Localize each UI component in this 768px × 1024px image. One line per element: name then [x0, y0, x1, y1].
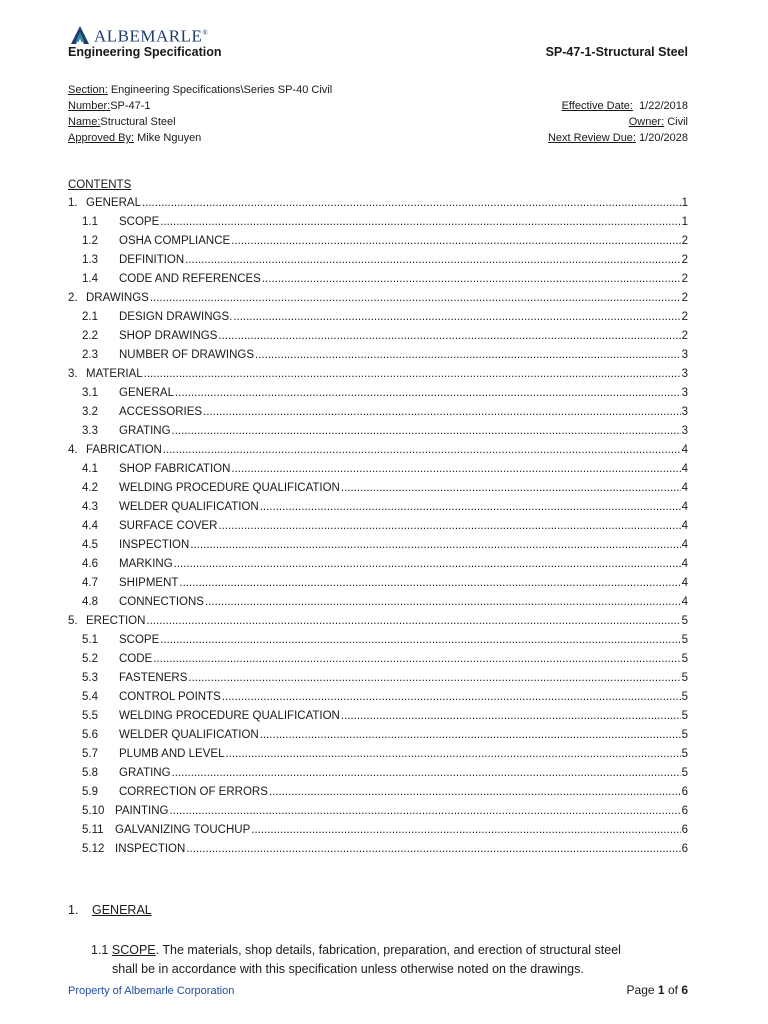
toc-dot-leader	[260, 498, 681, 517]
toc-dot-leader	[341, 707, 681, 726]
section-label: Section:	[68, 84, 108, 96]
toc-entry-label: GALVANIZING TOUCHUP	[115, 824, 251, 836]
logo-wordmark: ALBEMARLE®	[94, 26, 209, 46]
albemarle-logo	[70, 24, 208, 46]
toc-entry-page: 2	[681, 292, 688, 304]
toc-entry-page: 4	[681, 520, 688, 532]
toc-entry[interactable]	[68, 498, 688, 517]
section-number: 1.	[68, 903, 79, 917]
toc-dot-leader	[233, 308, 680, 327]
toc-entry-number: 5.11	[82, 824, 104, 836]
toc-dot-leader	[218, 517, 680, 536]
toc-entry-label: CODE	[119, 653, 153, 665]
toc-entry-number: 5.12	[82, 843, 105, 855]
toc-entry-label: GENERAL	[119, 387, 174, 399]
toc-entry-number: 2.1	[82, 311, 98, 323]
toc-entry-label: CORRECTION OF ERRORS	[119, 786, 268, 798]
toc-dot-leader	[150, 289, 681, 308]
toc-dot-leader	[231, 460, 680, 479]
toc-dot-leader	[179, 574, 680, 593]
toc-entry-number: 3.2	[82, 406, 98, 418]
toc-entry-page: 4	[681, 501, 688, 513]
toc-dot-leader	[269, 783, 681, 802]
toc-entry-label: MARKING	[119, 558, 173, 570]
toc-dot-leader	[186, 840, 680, 859]
meta-row-name	[68, 114, 688, 130]
toc-entry-number: 5.7	[82, 748, 98, 760]
toc-entry-page: 5	[681, 710, 688, 722]
toc-dot-leader	[153, 650, 680, 669]
toc-entry[interactable]	[68, 783, 688, 802]
toc-entry-number: 2.	[68, 292, 78, 304]
section-value: Engineering Specifications\Series SP-40 Civil	[110, 84, 333, 96]
toc-entry[interactable]	[68, 384, 688, 403]
name-value: Structural Steel	[100, 116, 176, 128]
toc-entry-page: 6	[681, 805, 688, 817]
toc-dot-leader	[160, 213, 680, 232]
toc-entry-number: 4.8	[82, 596, 98, 608]
number-label: Number:	[68, 100, 111, 112]
toc-entry-page: 5	[681, 672, 688, 684]
header-title: Engineering Specification	[68, 45, 222, 59]
toc-dot-leader	[174, 555, 681, 574]
contents-title: CONTENTS	[68, 179, 132, 191]
toc-entry-label: PLUMB AND LEVEL	[119, 748, 225, 760]
toc-entry-label: OSHA COMPLIANCE	[119, 235, 231, 247]
toc-dot-leader	[203, 403, 681, 422]
toc-entry-number: 4.	[68, 444, 78, 456]
toc-entry-label: NUMBER OF DRAWINGS	[119, 349, 255, 361]
toc-entry[interactable]	[68, 555, 688, 574]
toc-entry-label: PAINTING	[115, 805, 169, 817]
toc-entry-page: 4	[681, 463, 688, 475]
toc-entry[interactable]	[68, 764, 688, 783]
toc-dot-leader	[251, 821, 680, 840]
para-text-1: . The materials, shop details, fabrication, preparation, and erection of structural steel	[155, 943, 621, 957]
toc-entry[interactable]	[68, 479, 688, 498]
toc-entry[interactable]	[68, 403, 688, 422]
toc-dot-leader	[222, 688, 681, 707]
toc-entry-number: 5.	[68, 615, 78, 627]
para-lead: SCOPE	[111, 943, 156, 957]
toc-entry[interactable]	[68, 460, 688, 479]
toc-entry[interactable]	[68, 745, 688, 764]
toc-entry-label: DESIGN DRAWINGS.	[119, 311, 233, 323]
toc-entry-page: 5	[681, 653, 688, 665]
toc-entry-page: 5	[681, 634, 688, 646]
owner-label: Owner:	[628, 116, 665, 128]
toc-entry-number: 4.4	[82, 520, 98, 532]
number-value: SP-47-1	[110, 100, 151, 112]
toc-entry-label: ACCESSORIES	[119, 406, 203, 418]
toc-entry-number: 4.5	[82, 539, 98, 551]
next-review-label: Next Review Due:	[547, 132, 636, 144]
toc-entry[interactable]	[68, 232, 688, 251]
toc-dot-leader	[190, 536, 680, 555]
toc-entry[interactable]	[68, 517, 688, 536]
toc-entry-page: 4	[681, 539, 688, 551]
toc-entry[interactable]	[68, 289, 688, 308]
toc-entry[interactable]	[68, 251, 688, 270]
meta-row-number	[68, 98, 688, 114]
toc-entry-number: 4.1	[82, 463, 98, 475]
toc-entry-page: 5	[681, 767, 688, 779]
toc-entry-label: CONTROL POINTS	[119, 691, 221, 703]
toc-entry-page: 6	[681, 824, 688, 836]
toc-entry-label: FASTENERS	[119, 672, 188, 684]
header-doc-id: SP-47-1-Structural Steel	[545, 45, 688, 59]
toc-entry[interactable]	[68, 593, 688, 612]
toc-entry-page: 3	[681, 368, 688, 380]
toc-entry[interactable]	[68, 346, 688, 365]
toc-entry[interactable]	[68, 688, 688, 707]
toc-dot-leader	[225, 745, 680, 764]
toc-entry-number: 4.6	[82, 558, 98, 570]
toc-entry[interactable]	[68, 726, 688, 745]
toc-entry-number: 5.9	[82, 786, 98, 798]
toc-entry-page: 5	[681, 691, 688, 703]
footer-page-number: Page 1 of 6	[626, 983, 688, 997]
toc-entry-page: 2	[681, 311, 688, 323]
footer-owner: Property of Albemarle Corporation	[68, 985, 235, 997]
toc-entry-label: GENERAL	[86, 197, 141, 209]
toc-entry-label: SHIPMENT	[119, 577, 179, 589]
toc-dot-leader	[231, 232, 680, 251]
toc-entry-label: SHOP FABRICATION	[119, 463, 231, 475]
effective-date-value: 1/22/2018	[639, 100, 688, 112]
toc-entry-page: 5	[681, 615, 688, 627]
toc-list	[68, 194, 688, 859]
toc-entry[interactable]	[68, 574, 688, 593]
meta-row-approved	[68, 130, 688, 146]
toc-dot-leader	[188, 669, 680, 688]
toc-entry[interactable]	[68, 840, 688, 859]
toc-entry-number: 2.3	[82, 349, 98, 361]
toc-dot-leader	[205, 593, 681, 612]
toc-entry-page: 6	[681, 786, 688, 798]
toc-entry-label: GRATING	[119, 767, 171, 779]
toc-entry[interactable]	[68, 536, 688, 555]
toc-dot-leader	[218, 327, 680, 346]
effective-date-label: Effective Date:	[561, 100, 633, 112]
toc-dot-leader	[172, 422, 681, 441]
toc-dot-leader	[175, 384, 681, 403]
toc-entry[interactable]	[68, 308, 688, 327]
approved-by-label: Approved By:	[68, 132, 135, 144]
toc-entry[interactable]	[68, 213, 688, 232]
toc-entry-number: 1.2	[82, 235, 98, 247]
toc-entry-number: 4.3	[82, 501, 98, 513]
name-label: Name:	[68, 116, 101, 128]
owner-value: Civil	[667, 116, 688, 128]
toc-entry-number: 2.2	[82, 330, 98, 342]
toc-entry[interactable]	[68, 422, 688, 441]
toc-entry-number: 5.10	[82, 805, 105, 817]
toc-entry-number: 5.8	[82, 767, 98, 779]
toc-entry-number: 4.2	[82, 482, 98, 494]
toc-dot-leader	[341, 479, 681, 498]
toc-entry-page: 3	[681, 406, 688, 418]
toc-entry-number: 5.3	[82, 672, 98, 684]
toc-entry-number: 5.4	[82, 691, 98, 703]
toc-entry[interactable]	[68, 365, 688, 384]
toc-entry-page: 3	[681, 349, 688, 361]
document-metadata	[68, 82, 688, 146]
toc-entry-label: MATERIAL	[86, 368, 143, 380]
toc-entry[interactable]	[68, 669, 688, 688]
toc-entry-page: 5	[681, 748, 688, 760]
toc-dot-leader	[160, 631, 680, 650]
toc-entry-label: SURFACE COVER	[119, 520, 218, 532]
albemarle-logo-icon	[70, 25, 90, 45]
toc-entry-number: 5.5	[82, 710, 98, 722]
toc-entry[interactable]	[68, 194, 688, 213]
toc-entry-page: 2	[681, 254, 688, 266]
toc-entry-number: 5.2	[82, 653, 98, 665]
toc-entry[interactable]	[68, 707, 688, 726]
toc-entry-number: 1.	[68, 197, 78, 209]
toc-entry-label: INSPECTION	[115, 843, 186, 855]
toc-entry-page: 1	[681, 216, 688, 228]
toc-entry-number: 1.1	[82, 216, 98, 228]
toc-entry-number: 4.7	[82, 577, 98, 589]
toc-entry[interactable]	[68, 327, 688, 346]
toc-entry-label: SCOPE	[119, 634, 160, 646]
toc-entry-number: 3.	[68, 368, 78, 380]
toc-entry[interactable]	[68, 270, 688, 289]
toc-dot-leader	[172, 764, 681, 783]
toc-entry-label: CODE AND REFERENCES	[119, 273, 261, 285]
toc-entry[interactable]	[68, 631, 688, 650]
next-review-value: 1/20/2028	[639, 132, 688, 144]
toc-entry-page: 3	[681, 387, 688, 399]
toc-dot-leader	[262, 270, 681, 289]
toc-entry-label: SHOP DRAWINGS	[119, 330, 218, 342]
approved-by-value: Mike Nguyen	[137, 132, 202, 144]
section-title: GENERAL	[92, 903, 152, 917]
toc-dot-leader	[142, 194, 681, 213]
toc-entry-label: DRAWINGS	[86, 292, 149, 304]
para-number: 1.1	[91, 943, 109, 957]
toc-entry-label: CONNECTIONS	[119, 596, 204, 608]
toc-entry[interactable]	[68, 650, 688, 669]
toc-entry-label: INSPECTION	[119, 539, 190, 551]
toc-entry-number: 5.6	[82, 729, 98, 741]
toc-entry-number: 5.1	[82, 634, 98, 646]
toc-entry-label: ERECTION	[86, 615, 146, 627]
toc-entry-label: WELDING PROCEDURE QUALIFICATION	[119, 482, 340, 494]
toc-entry-page: 4	[681, 482, 688, 494]
toc-entry[interactable]	[68, 802, 688, 821]
toc-entry[interactable]	[68, 441, 688, 460]
toc-entry-number: 1.4	[82, 273, 98, 285]
toc-entry-number: 1.3	[82, 254, 98, 266]
toc-dot-leader	[260, 726, 681, 745]
toc-entry[interactable]	[68, 612, 688, 631]
toc-dot-leader	[146, 612, 680, 631]
toc-entry-number: 3.3	[82, 425, 98, 437]
toc-dot-leader	[163, 441, 681, 460]
toc-dot-leader	[185, 251, 680, 270]
scope-paragraph	[91, 941, 691, 979]
para-text-2: shall be in accordance with this specification unless otherwise noted on the drawings.	[112, 962, 584, 976]
toc-entry-page: 1	[681, 197, 688, 209]
toc-entry-page: 6	[681, 843, 688, 855]
toc-entry-label: GRATING	[119, 425, 171, 437]
toc-entry-page: 2	[681, 330, 688, 342]
toc-entry-page: 5	[681, 729, 688, 741]
toc-entry-label: WELDING PROCEDURE QUALIFICATION	[119, 710, 340, 722]
meta-row-section	[68, 82, 688, 98]
toc-entry-label: WELDER QUALIFICATION	[119, 729, 259, 741]
toc-entry-page: 3	[681, 425, 688, 437]
toc-entry-label: DEFINITION	[119, 254, 185, 266]
toc-entry-label: SCOPE	[119, 216, 160, 228]
toc-dot-leader	[144, 365, 681, 384]
toc-entry-page: 4	[681, 577, 688, 589]
section-heading	[68, 903, 152, 917]
toc-entry-label: WELDER QUALIFICATION	[119, 501, 259, 513]
toc-entry-label: FABRICATION	[86, 444, 162, 456]
toc-entry-page: 2	[681, 235, 688, 247]
toc-entry-page: 4	[681, 596, 688, 608]
toc-entry-page: 4	[681, 444, 688, 456]
toc-entry-number: 3.1	[82, 387, 98, 399]
toc-dot-leader	[255, 346, 681, 365]
table-of-contents	[68, 176, 688, 859]
toc-entry-page: 2	[681, 273, 688, 285]
toc-dot-leader	[169, 802, 680, 821]
toc-entry-page: 4	[681, 558, 688, 570]
toc-entry[interactable]	[68, 821, 688, 840]
